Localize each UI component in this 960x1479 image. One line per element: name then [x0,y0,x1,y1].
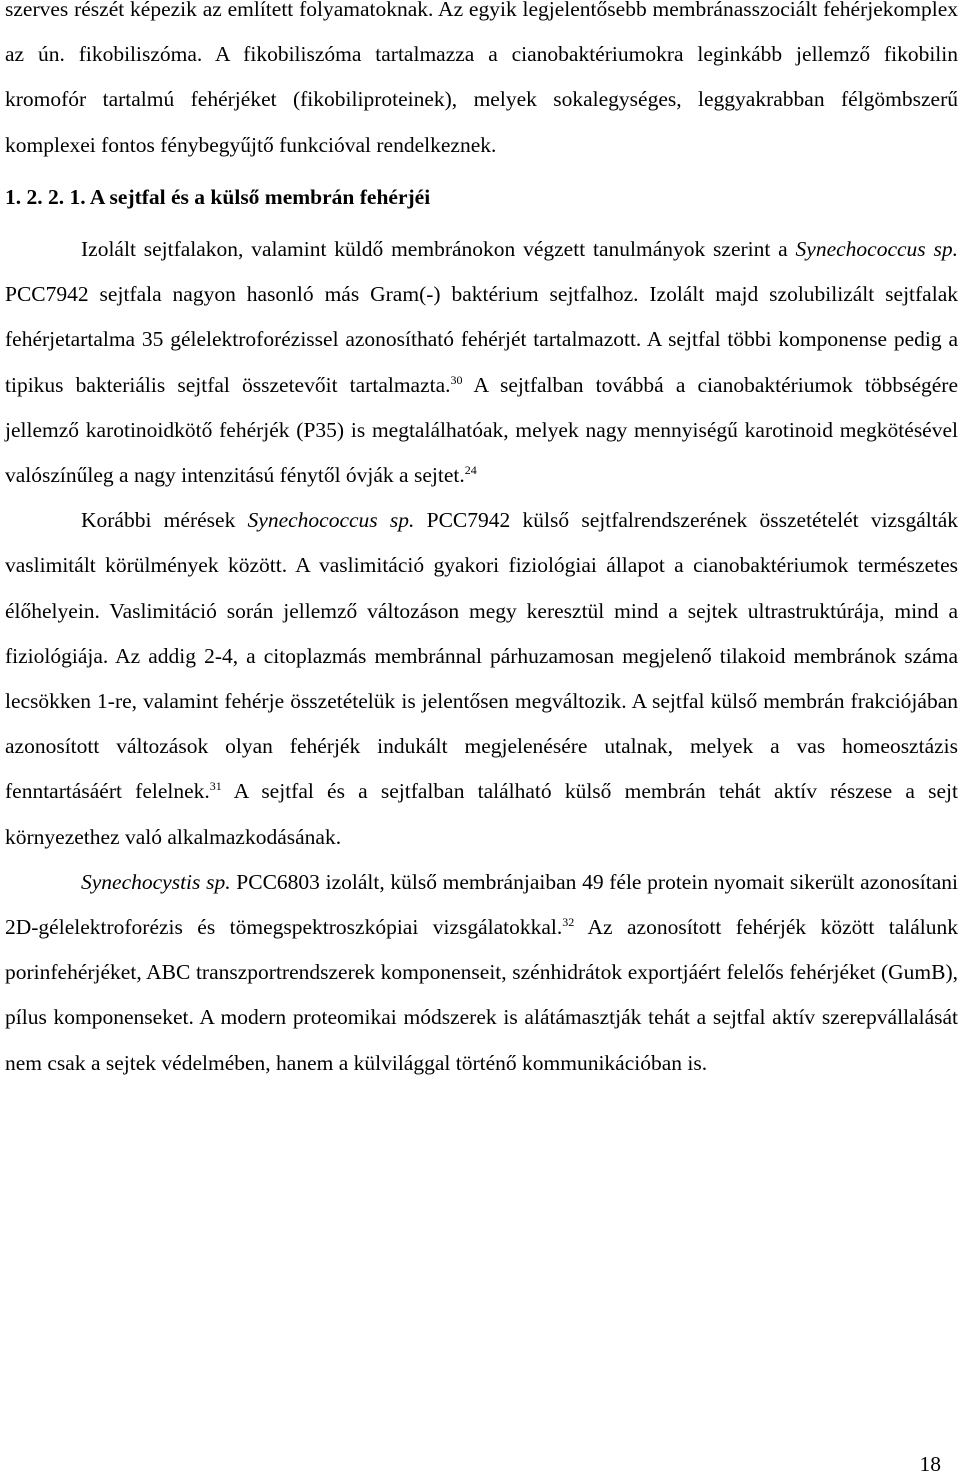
text-span: PCC6803 izolált, külső membránjaiban 49 féle protein nyomait sikerült azonosítani 2D-gélelektroforézis és tömegspektroszkópiai vizsgálatokkal. [5,869,958,940]
paragraph-iron-limitation [5,498,958,860]
reference-superscript: 32 [562,915,575,930]
text-span: Korábbi mérések [81,508,248,533]
text-span: Izolált sejtfalakon, valamint küldő membránokon végzett tanulmányok szerint a [81,237,796,262]
text-span: A sejtfal és a sejtfalban található külső membrán tehát aktív részese a sejt környezethez való alkalmazkodásának. [5,779,958,849]
text-span: A sejtfalban továbbá a cianobaktériumok többségére jellemző karotinoidkötő fehérjék (P35) is megtalálhatóak, melyek nagy mennyiségű karotinoid megkötésével valószínűleg a nagy intenzitású fénytől óvják a sejtet. [5,372,959,488]
document-page [5,0,958,1086]
paragraph-proteomics [5,860,958,1086]
page-number: 18 [919,1452,941,1476]
intro-paragraph: szerves részét képezik az említett folyamatoknak. Az egyik legjelentősebb membránasszociált fehérjekomplex az ún. fikobiliszóma. A fikobiliszóma tartalmazza a cianobaktériumokra leginkább jellemző fikobilin kromofór tartalmú fehérjéket (fikobiliproteinek), melyek sokalegységes, leggyakrabban félgömbszerű komplexei fontos fénybegyűjtő funkcióval rendelkeznek. [5,0,958,157]
section-heading: 1. 2. 2. 1. A sejtfal és a külső membrán fehérjéi [5,184,431,209]
species-name: Synechococcus sp. [795,237,958,262]
reference-superscript: 30 [450,372,463,387]
paragraph-cell-wall [5,227,958,498]
text-span: Az azonosított fehérjék között találunk porinfehérjéket, ABC transzportrendszerek komponenseit, szénhidrátok exportjáért felelős fehérjéket (GumB), pílus komponenseket. A modern proteomikai módszerek is alátámasztják tehát a sejtfal aktív szerepvállalását nem csak a sejtek védelmében, hanem a külvilággal történő kommunikációban is. [5,915,958,1075]
text-span: PCC7942 sejtfala nagyon hasonló más Gram(-) baktérium sejtfalhoz. Izolált majd szolubilizált sejtfalak fehérjetartalma 35 gélelektroforézissel azonosítható fehérjét tartalmazott. A sejtfal többi komponense pedig a tipikus bakteriális sejtfal összetevőit tartalmazta. [5,282,958,397]
reference-superscript: 31 [209,779,222,794]
species-name: Synechocystis sp. [81,869,231,894]
reference-superscript: 24 [464,463,477,478]
species-name: Synechococcus sp. [247,508,415,533]
text-span: PCC7942 külső sejtfalrendszerének összetételét vizsgálták vaslimitált körülmények között. A vaslimitáció gyakori fiziológiai állapot a cianobaktériumok természetes élőhelyein. Vaslimitáció során jellemző változáson megy keresztül mind a sejtek ultrastruktúrája, mind a fiziológiája. Az addig 2-4, a citoplazmás membránnal párhuzamosan megjelenő tilakoid membránok száma lecsökken 1-re, valamint fehérje összetételük is jelentősen megváltozik. A sejtfal külső membrán frakciójában azonosított változások olyan fehérjék indukált megjelenésére utalnak, melyek a vas homeosztázis fenntartásáért felelnek. [5,508,958,804]
